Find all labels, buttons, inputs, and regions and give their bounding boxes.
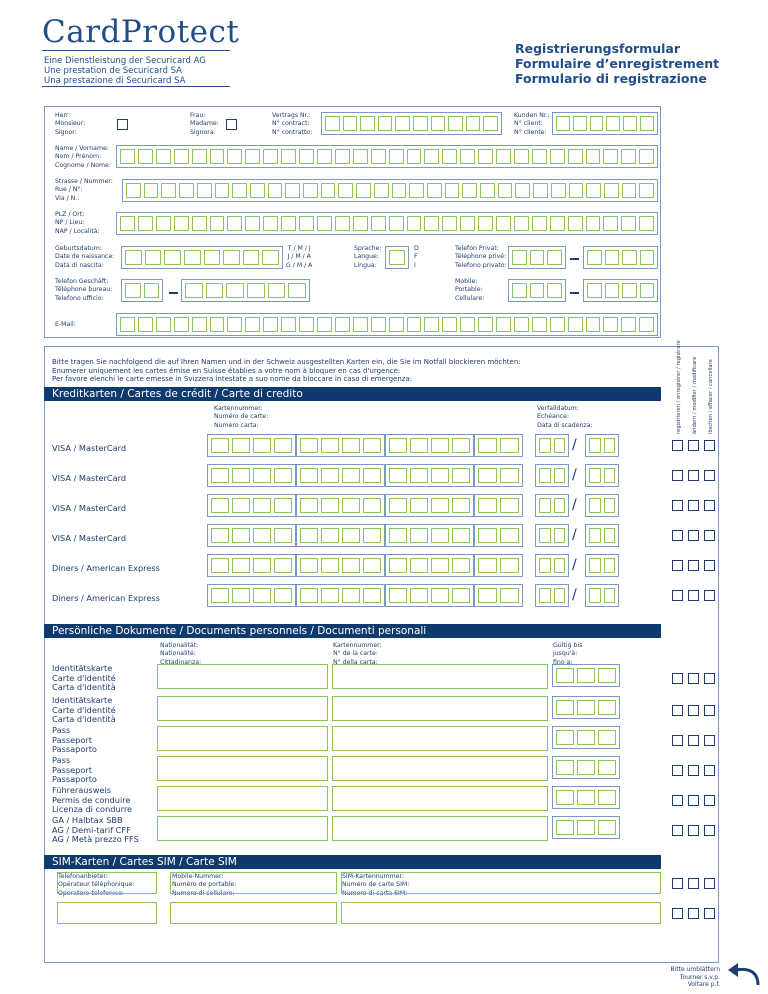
valid-until-label: Gültig bis jusqu'à: fino a: (553, 642, 583, 666)
subtitle-fr: Une prestation de Securicard SA (44, 66, 182, 76)
card-type-label: VISA / MasterCard (52, 533, 127, 543)
slash: / (572, 557, 577, 573)
slash: / (572, 527, 577, 543)
slash: / (572, 587, 577, 603)
sim-checkbox-delete[interactable] (704, 908, 715, 919)
name-label: Name / Vorname: Nom / Prénom: Cognome / Nome: (55, 145, 111, 169)
document-type-label: Identitätskarte Carte d'identité Carta d'identità (52, 663, 116, 692)
kartennummer-label: Kartennummer: Numéro de carte: Numero carta: (214, 405, 269, 429)
sim-checkbox-register[interactable] (672, 878, 683, 889)
document-checkbox-modify[interactable] (688, 705, 699, 716)
col-delete: löschen / effacer / cancellare (708, 359, 714, 434)
card-number-group-4[interactable] (474, 584, 523, 607)
document-number-input[interactable] (332, 756, 548, 781)
nationality-input[interactable] (157, 726, 328, 751)
expiry-month[interactable] (535, 434, 569, 457)
card-checkbox-modify[interactable] (688, 590, 699, 601)
document-type-label: Pass Passeport Passaporto (52, 755, 97, 784)
sim-card-number-input[interactable] (341, 902, 661, 924)
col-modify: ändern / modifier / modificare (692, 356, 698, 434)
card-checkbox-delete[interactable] (704, 530, 715, 541)
card-number-group-3[interactable] (385, 554, 474, 577)
card-number-group-4[interactable] (474, 524, 523, 547)
kunden-input[interactable] (552, 112, 658, 135)
date-format-label: T / M / J J / M / A G / M / A (286, 245, 313, 269)
document-checkbox-register[interactable] (672, 765, 683, 776)
telefon-geschaeft-label: Telefon Geschäft: Téléphone bureau: Telefono ufficio: (55, 278, 113, 302)
card-number-group-4[interactable] (474, 494, 523, 517)
card-checkbox-delete[interactable] (704, 560, 715, 571)
document-checkbox-modify[interactable] (688, 765, 699, 776)
card-type-label: Diners / American Express (52, 563, 160, 573)
card-number-group-3[interactable] (385, 494, 474, 517)
herr-label: Herr: Monsieur: Signor: (55, 112, 86, 136)
form-title-it: Formulario di registrazione (515, 71, 707, 86)
card-number-group-4[interactable] (474, 554, 523, 577)
document-checkbox-delete[interactable] (704, 795, 715, 806)
card-checkbox-modify[interactable] (688, 440, 699, 451)
expiry-year[interactable] (585, 524, 619, 547)
verfall-label: Verfalldatum: Echéance: Data di scadenza: (537, 405, 593, 429)
card-checkbox-modify[interactable] (688, 560, 699, 571)
geburtsdatum-input[interactable] (121, 246, 283, 269)
valid-until-input[interactable] (552, 664, 620, 687)
sprache-input[interactable] (385, 246, 409, 269)
email-label: E-Mail: (55, 321, 76, 328)
form-title-de: Registrierungsformular (515, 41, 681, 56)
document-type-label: Identitätskarte Carte d'identité Carta d'identità (52, 695, 116, 724)
document-checkbox-modify[interactable] (688, 735, 699, 746)
documents-section-title: Persönliche Dokumente / Documents personnels / Documenti personali (44, 624, 661, 638)
card-number-group-4[interactable] (474, 434, 523, 457)
card-checkbox-modify[interactable] (688, 500, 699, 511)
mobile-label: Mobile: Portable: Cellulare: (455, 278, 485, 302)
card-number-group-1[interactable] (207, 494, 296, 517)
expiry-year[interactable] (585, 584, 619, 607)
sim-mobile-number-input[interactable] (170, 902, 337, 924)
email-input[interactable] (116, 313, 658, 336)
card-checkbox-register[interactable] (672, 590, 683, 601)
frau-checkbox[interactable] (226, 119, 237, 130)
expiry-month[interactable] (535, 554, 569, 577)
sprache-label: Sprache: Langue: Lingua: (354, 245, 382, 269)
sim-checkbox-register[interactable] (672, 908, 683, 919)
nationality-input[interactable] (157, 816, 328, 841)
nationality-input[interactable] (157, 786, 328, 811)
mobile-number[interactable] (583, 279, 658, 302)
card-checkbox-register[interactable] (672, 530, 683, 541)
document-checkbox-register[interactable] (672, 825, 683, 836)
document-checkbox-modify[interactable] (688, 825, 699, 836)
expiry-year[interactable] (585, 434, 619, 457)
turn-arrow-icon (724, 960, 764, 990)
card-number-group-3[interactable] (385, 524, 474, 547)
document-number-input[interactable] (332, 786, 548, 811)
card-type-label: VISA / MasterCard (52, 473, 127, 483)
card-type-label: Diners / American Express (52, 593, 160, 603)
card-number-group-2[interactable] (296, 584, 385, 607)
credit-section-title: Kreditkarten / Cartes de crédit / Carte di credito (44, 387, 661, 401)
slash: / (572, 467, 577, 483)
document-checkbox-delete[interactable] (704, 765, 715, 776)
card-checkbox-register[interactable] (672, 560, 683, 571)
card-checkbox-modify[interactable] (688, 530, 699, 541)
sim-provider-input[interactable] (57, 902, 157, 924)
card-number-group-1[interactable] (207, 464, 296, 487)
dash (570, 258, 579, 260)
language-codes: D F I (414, 245, 419, 269)
document-number-input[interactable] (332, 726, 548, 751)
sim-card-number-input[interactable] (341, 872, 661, 894)
expiry-year[interactable] (585, 464, 619, 487)
sim-checkbox-modify[interactable] (688, 878, 699, 889)
card-checkbox-modify[interactable] (688, 470, 699, 481)
card-number-group-1[interactable] (207, 434, 296, 457)
sim-number-label: SIM-Kartennummer: Numéro de carte SIM: Numero di carta SIM: (342, 873, 410, 897)
document-checkbox-register[interactable] (672, 795, 683, 806)
card-number-group-3[interactable] (385, 584, 474, 607)
card-number-group-3[interactable] (385, 434, 474, 457)
mobile-number-label: Mobile-Nummer: Numéro de portable: Numero di cellulare: (172, 873, 237, 897)
telefon-privat-label: Telefon Privat: Téléphone privé: Telefono privato: (455, 245, 507, 269)
expiry-month[interactable] (535, 524, 569, 547)
sim-section-title: SIM-Karten / Cartes SIM / Carte SIM (44, 855, 661, 869)
geburtsdatum-label: Geburtsdatum: Date de naissance: Data di nascita: (55, 245, 115, 269)
document-number-input[interactable] (332, 816, 548, 841)
document-checkbox-register[interactable] (672, 735, 683, 746)
logo-divider (42, 50, 230, 51)
card-checkbox-delete[interactable] (704, 470, 715, 481)
card-checkbox-register[interactable] (672, 470, 683, 481)
nationality-input[interactable] (157, 664, 328, 689)
expiry-year[interactable] (585, 554, 619, 577)
valid-until-input[interactable] (552, 786, 620, 809)
vertrag-label: Vertrags Nr.: N° contract: N° contratto: (272, 112, 313, 136)
card-number-group-2[interactable] (296, 434, 385, 457)
card-number-group-2[interactable] (296, 554, 385, 577)
card-number-group-4[interactable] (474, 464, 523, 487)
card-type-label: VISA / MasterCard (52, 443, 127, 453)
document-type-label: GA / Halbtax SBB AG / Demi-tarif CFF AG / Metà prezzo FFS (52, 815, 139, 844)
expiry-year[interactable] (585, 494, 619, 517)
strasse-input[interactable] (122, 179, 658, 202)
plz-input[interactable] (116, 212, 658, 235)
document-type-label: Führerausweis Permis de conduire Licenza di condurre (52, 785, 133, 814)
name-input[interactable] (116, 145, 658, 168)
dash (169, 292, 178, 294)
intro-text: Bitte tragen Sie nachfolgend die auf Ihren Namen und in der Schweiz ausgestellten Karten ein, die Sie im Notfall blockieren möchten: Enumerer uniquement les cartes émise en Suisse établies a votre nom à bloquer en cas d'urgence: Per favore elenchi le carte emesse in Svizzera intestate a suo nome da bloccare in caso di emergenza: (52, 358, 521, 384)
vertrag-input[interactable] (321, 112, 502, 135)
sim-checkbox-modify[interactable] (688, 908, 699, 919)
card-number-group-1[interactable] (207, 584, 296, 607)
col-register: registrieren / enregistrer / registrare (676, 340, 682, 434)
telefon-geschaeft-prefix[interactable] (121, 279, 163, 302)
card-number-group-1[interactable] (207, 554, 296, 577)
dash (570, 292, 579, 294)
mobile-prefix[interactable] (508, 279, 566, 302)
card-number-group-2[interactable] (296, 494, 385, 517)
valid-until-input[interactable] (552, 816, 620, 839)
sim-mobile-number-input[interactable] (170, 872, 337, 894)
card-number-group-3[interactable] (385, 464, 474, 487)
doc-number-label: Kartennummer: N° de la carte: N° della carta: (333, 642, 382, 666)
card-checkbox-delete[interactable] (704, 440, 715, 451)
document-checkbox-register[interactable] (672, 705, 683, 716)
card-number-group-2[interactable] (296, 464, 385, 487)
plz-label: PLZ / Ort: NP / Lieu: NAP / Località: (55, 211, 100, 235)
card-checkbox-register[interactable] (672, 500, 683, 511)
expiry-month[interactable] (535, 584, 569, 607)
valid-until-input[interactable] (552, 696, 620, 719)
valid-until-input[interactable] (552, 756, 620, 779)
document-number-input[interactable] (332, 664, 548, 689)
expiry-month[interactable] (535, 494, 569, 517)
telefon-privat-prefix[interactable] (508, 246, 566, 269)
subtitle-divider (42, 86, 230, 87)
document-checkbox-modify[interactable] (688, 795, 699, 806)
document-type-label: Pass Passeport Passaporto (52, 725, 97, 754)
herr-checkbox[interactable] (117, 119, 128, 130)
nationality-input[interactable] (157, 756, 328, 781)
card-checkbox-register[interactable] (672, 440, 683, 451)
expiry-month[interactable] (535, 464, 569, 487)
document-checkbox-delete[interactable] (704, 735, 715, 746)
document-checkbox-delete[interactable] (704, 825, 715, 836)
document-checkbox-register[interactable] (672, 673, 683, 684)
subtitle-de: Eine Dienstleistung der Securicard AG (44, 56, 206, 66)
frau-label: Frau: Madame: Signora: (190, 112, 219, 136)
card-checkbox-delete[interactable] (704, 590, 715, 601)
sim-provider-input[interactable] (57, 872, 157, 894)
nationality-label: Nationalität: Nationalité: Cittadinanza: (160, 642, 202, 666)
slash: / (572, 437, 577, 453)
document-number-input[interactable] (332, 696, 548, 721)
card-checkbox-delete[interactable] (704, 500, 715, 511)
logo: CardProtect (42, 14, 240, 50)
card-number-group-1[interactable] (207, 524, 296, 547)
card-type-label: VISA / MasterCard (52, 503, 127, 513)
kunden-label: Kunden Nr.: N° client: N° cliente: (514, 112, 550, 136)
valid-until-input[interactable] (552, 726, 620, 749)
document-checkbox-modify[interactable] (688, 673, 699, 684)
slash: / (572, 497, 577, 513)
nationality-input[interactable] (157, 696, 328, 721)
anbieter-label: Telefonanbieter: Opérateur téléphonique: Operatore telefonico: (58, 873, 135, 897)
telefon-geschaeft-number[interactable] (181, 279, 310, 302)
turn-page-note: Bitte umblättern Tourner s.v.p. Voltare p.f. (670, 966, 720, 988)
document-checkbox-delete[interactable] (704, 673, 715, 684)
document-checkbox-delete[interactable] (704, 705, 715, 716)
subtitle-it: Una prestazione di Securicard SA (44, 76, 186, 86)
card-number-group-2[interactable] (296, 524, 385, 547)
form-title-fr: Formulaire d’enregistrement (515, 56, 720, 71)
telefon-privat-number[interactable] (583, 246, 658, 269)
strasse-label: Strasse / Nummer: Rue / N°: Via / N.: (55, 178, 113, 202)
sim-checkbox-delete[interactable] (704, 878, 715, 889)
